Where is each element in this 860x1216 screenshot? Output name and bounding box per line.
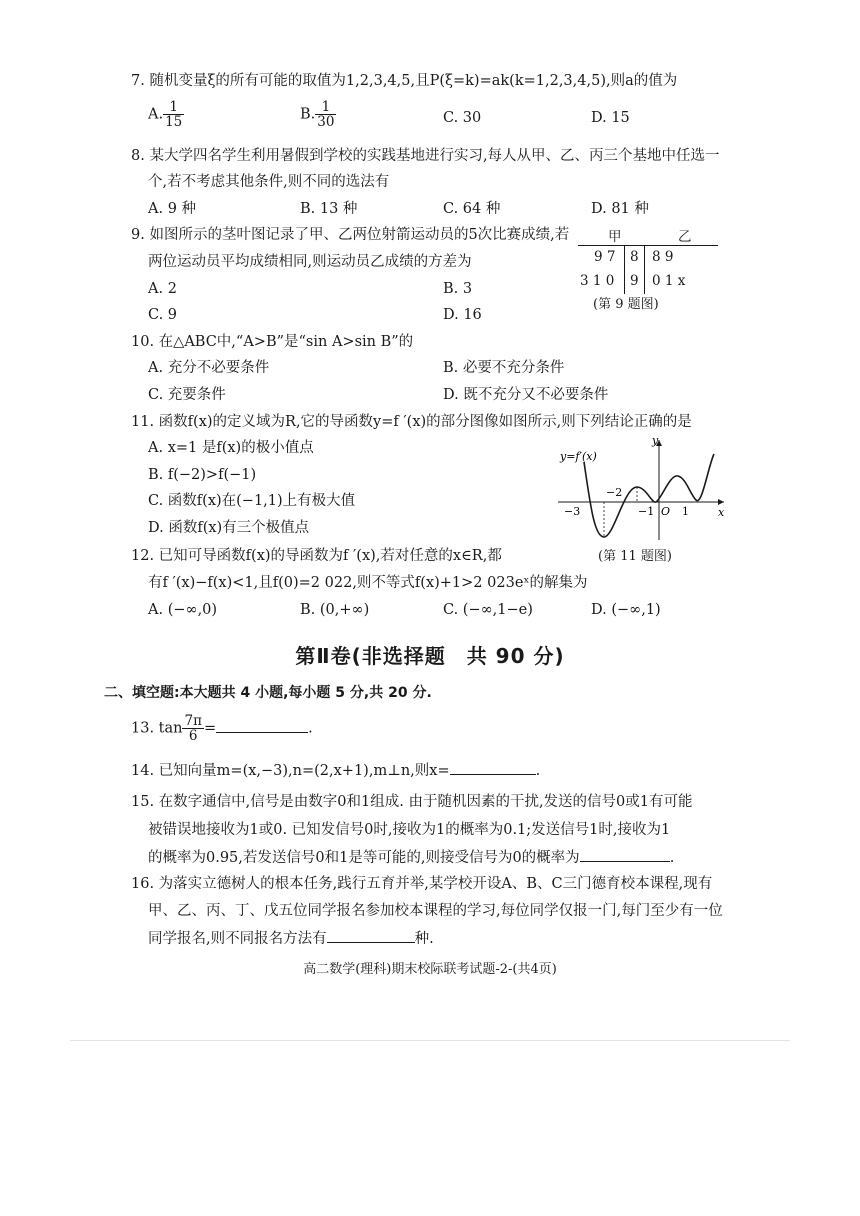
q16-blank[interactable] xyxy=(327,928,415,943)
q13: 13. tan $\frac{7\pi}{6}$ = . xyxy=(131,713,313,744)
q10-option-a: A. 充分不必要条件 xyxy=(148,360,270,376)
q11-option-b: B. f(−2)>f(−1) xyxy=(148,467,257,483)
q14: 14. 已知向量m=(x,−3),n=(2,x+1),m⊥n,则x= . xyxy=(131,760,540,781)
tick-neg1: −1 xyxy=(638,505,655,518)
tick-neg3: −3 xyxy=(564,505,581,518)
q11-option-c: C. 函数f(x)在(−1,1)上有极大值 xyxy=(148,493,356,509)
q10-stem: 10. 在△ABC中,“A>B”是“sin A>sin B”的 xyxy=(131,334,414,350)
q15-blank[interactable] xyxy=(580,847,670,862)
q7-option-d: D. 15 xyxy=(591,110,630,126)
q12-stem-line1: 12. 已知可导函数f(x)的导函数为f ′(x),若对任意的x∈R,都 xyxy=(131,548,502,564)
stem-leaf-hline xyxy=(578,245,718,246)
q8-option-a: A. 9 种 xyxy=(148,201,197,217)
q12-option-d: D. (−∞,1) xyxy=(591,602,661,618)
y-axis-label: y xyxy=(652,434,659,447)
q12-option-c: C. (−∞,1−e) xyxy=(443,602,533,618)
q9-option-d: D. 16 xyxy=(443,307,482,323)
q12-stem-line2: 有f ′(x)−f(x)<1,且f(0)=2 022,则不等式f(x)+1>2 023eˣ的解集为 xyxy=(148,575,588,591)
q7-stem: 7. 随机变量ξ的所有可能的取值为1,2,3,4,5,且P(ξ=k)=ak(k=1,2,3,4,5),则a的值为 xyxy=(131,73,678,89)
q11-option-a: A. x=1 是f(x)的极小值点 xyxy=(148,440,314,456)
q9-stem-line2: 两位运动员平均成绩相同,则运动员乙成绩的方差为 xyxy=(148,254,472,270)
q9-option-a: A. 2 xyxy=(148,281,177,297)
derivative-graph-figure xyxy=(558,432,728,542)
curve-label: y=f′(x) xyxy=(560,450,597,463)
q8-stem-line1: 8. 某大学四名学生利用暑假到学校的实践基地进行实习,每人从甲、乙、丙三个基地中任选一 xyxy=(131,148,720,164)
q15-line3: 的概率为0.95,若发送信号0和1是等可能的,则接受信号为0的概率为 . xyxy=(148,847,674,868)
stem-leaf-row1-right: 8 9 xyxy=(652,249,674,265)
q7-option-b: B. $\frac{1}{30}$ xyxy=(300,99,335,130)
q8-stem-line2: 个,若不考虑其他条件,则不同的选法有 xyxy=(148,174,390,190)
stem-leaf-row2-stem: 9 xyxy=(630,273,639,289)
q7-option-c: C. 30 xyxy=(443,110,482,126)
stem-leaf-row1-stem: 8 xyxy=(630,249,639,265)
x-axis-label: x xyxy=(718,506,725,519)
stem-leaf-plot xyxy=(578,225,718,295)
tick-1: 1 xyxy=(682,505,689,518)
stem-leaf-head-right: 乙 xyxy=(678,229,692,245)
q11-option-d: D. 函数f(x)有三个极值点 xyxy=(148,520,310,536)
q7-option-a: A. $\frac{1}{15}$ xyxy=(148,99,183,130)
q12-option-a: A. (−∞,0) xyxy=(148,602,218,618)
q15-line2: 被错误地接收为1或0. 已知发信号0时,接收为1的概率为0.1;发送信号1时,接收为1 xyxy=(148,822,671,838)
stem-leaf-head-left: 甲 xyxy=(608,229,622,245)
stem-leaf-row2-right: 0 1 x xyxy=(652,273,686,289)
q12-option-b: B. (0,+∞) xyxy=(300,602,370,618)
q16-line2: 甲、乙、丙、丁、戊五位同学报名参加校本课程的学习,每位同学仅报一门,每门至少有一位 xyxy=(148,903,723,919)
stem-leaf-row2-left: 3 1 0 xyxy=(580,273,615,289)
q16-line3: 同学报名,则不同报名方法有 种. xyxy=(148,928,434,949)
tick-neg2: −2 xyxy=(606,486,623,499)
q9-stem-line1: 9. 如图所示的茎叶图记录了甲、乙两位射箭运动员的5次比赛成绩,若 xyxy=(131,227,570,243)
bottom-rule xyxy=(70,1040,790,1041)
page-footer: 高二数学(理科)期末校际联考试题-2-(共4页) xyxy=(303,962,557,977)
tick-origin: O xyxy=(661,505,671,518)
q16-line1: 16. 为落实立德树人的根本任务,践行五育并举,某学校开设A、B、C三门德育校本课程,现有 xyxy=(131,876,713,892)
section-2-title: 第Ⅱ卷(非选择题 共 90 分) xyxy=(295,644,565,668)
fill-in-header: 二、填空题:本大题共 4 小题,每小题 5 分,共 20 分. xyxy=(104,685,432,701)
q8-option-c: C. 64 种 xyxy=(443,201,501,217)
q9-option-c: C. 9 xyxy=(148,307,178,323)
q15-line1: 15. 在数字通信中,信号是由数字0和1组成. 由于随机因素的干扰,发送的信号0或1有可能 xyxy=(131,794,693,810)
stem-leaf-vline-left xyxy=(624,246,625,294)
stem-leaf-vline-right xyxy=(644,246,645,294)
x-axis-arrow xyxy=(718,499,724,505)
stem-leaf-row1-left: 9 7 xyxy=(594,249,616,265)
q8-option-b: B. 13 种 xyxy=(300,201,358,217)
q10-option-b: B. 必要不充分条件 xyxy=(443,360,565,376)
q10-option-c: C. 充要条件 xyxy=(148,387,226,403)
q13-blank[interactable] xyxy=(216,718,308,733)
q9-figure-caption: (第 9 题图) xyxy=(593,297,659,312)
derivative-curve xyxy=(584,454,714,537)
q8-option-d: D. 81 种 xyxy=(591,201,649,217)
q11-stem: 11. 函数f(x)的定义域为R,它的导函数y=f ′(x)的部分图像如图所示,则下列结论正确的是 xyxy=(131,414,692,430)
q9-option-b: B. 3 xyxy=(443,281,473,297)
q10-option-d: D. 既不充分又不必要条件 xyxy=(443,387,609,403)
q11-figure-caption: (第 11 题图) xyxy=(598,549,672,564)
q14-blank[interactable] xyxy=(450,760,536,775)
